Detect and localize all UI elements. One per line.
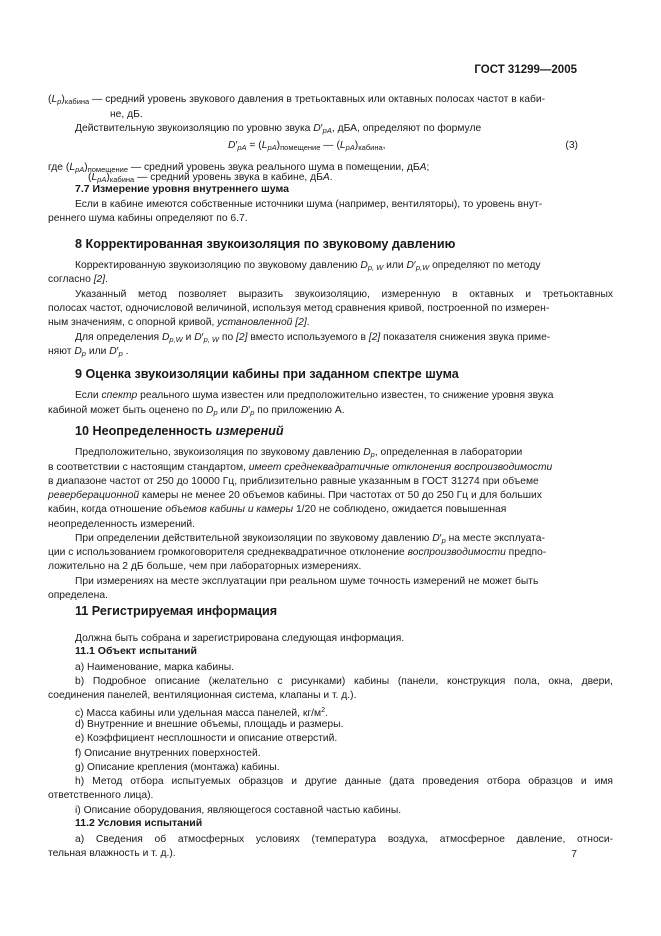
text-line: согласно [2]. xyxy=(48,274,109,285)
text-line: кабин, когда отношение объемов кабины и камеры 1/20 не соблюдено, ожидается повышенная xyxy=(48,504,507,515)
text-line: d) Внутренние и внешние объемы, площадь и размеры. xyxy=(75,719,344,730)
text-line: При измерениях на месте эксплуатации при реальном шуме точность измерений не может быть xyxy=(75,576,539,587)
text-line: кабиной может быть оценено по $D_p$ или $D'_p$ по приложению А. xyxy=(48,405,345,417)
text-line: а) Наименование, марка кабины. xyxy=(75,662,235,673)
text-line: Корректированную звукоизоляцию по звуковому давлению $D_{p, W}$ или $D'_{p,W}$ определяют по методу xyxy=(75,260,541,272)
text-line: Действительную звукоизоляцию по уровню звука $D'_{pA}$, дБА, определяют по формуле xyxy=(75,123,482,135)
subsection-heading: 11.2 Условия испытаний xyxy=(75,817,203,829)
text-line: При определении действительной звукоизоляции по звуковому давлению $D'_p$ на месте эксплуата- xyxy=(75,533,545,545)
text-line: Предположительно, звукоизоляция по звуковому давлению $D_p$, определенная в лаборатории xyxy=(75,447,523,459)
text-line: h) Метод отбора испытуемых образцов и другие данные (дата проведения отбора образцов и имя xyxy=(75,776,613,787)
text-line: $(L_p)_{кабина}$ — средний уровень звукового давления в третьоктавных или октавных полосах частот в каби- xyxy=(48,94,546,106)
text-line: тельная влажность и т. д.). xyxy=(48,848,176,859)
text-line: полосах частот, одночисловой величиной, используя метод сравнения кривой, построенной по измерен- xyxy=(48,303,550,314)
text-line: не, дБ. xyxy=(110,109,143,120)
text-line: f) Описание внутренних поверхностей. xyxy=(75,748,261,759)
text-line: неопределенность измерений. xyxy=(48,519,196,530)
section-heading: 11 Регистрируемая информация xyxy=(75,604,278,618)
formula-number: (3) xyxy=(565,140,578,151)
section-heading: 10 Неопределенность измерений xyxy=(75,424,284,438)
text-line: ции с использованием громкоговорителя среднеквадратичное отклонение воспроизводимости предпо- xyxy=(48,547,547,558)
text-line: в соответствии с настоящим стандартом, имеет среднеквадратичные отклонения воспроизводимости xyxy=(48,462,553,473)
subsection-heading: 7.7 Измерение уровня внутреннего шума xyxy=(75,183,289,195)
text-line: c) Масса кабины или удельная масса панелей, $кг/м^2$. xyxy=(75,707,328,719)
section-heading: 9 Оценка звукоизоляции кабины при заданном спектре шума xyxy=(75,367,459,381)
text-line: ложительно на 2 дБ больше, чем при лабораторных измерениях. xyxy=(48,561,362,572)
text-line: $(L_{pA})_{кабина}$ — средний уровень звука в кабине, дБA. xyxy=(88,172,333,184)
text-line: ным значениям, с опорной кривой, установленной [2]. xyxy=(48,317,310,328)
text-line: g) Описание крепления (монтажа) кабины. xyxy=(75,762,280,773)
text-line: няют $D_p$ или $D'_p$ . xyxy=(48,346,129,358)
text-line: а) Сведения об атмосферных условиях (температура воздуха, атмосферное давление, относи- xyxy=(75,834,613,845)
text-line: Указанный метод позволяет выразить звукоизоляцию, измеренную в октавных и третьоктавных xyxy=(75,289,613,300)
page-number: 7 xyxy=(571,849,577,860)
text-line: реннего шума кабины определяют по 6.7. xyxy=(48,213,248,224)
text-line: i) Описание оборудования, являющегося составной частью кабины. xyxy=(75,805,402,816)
text-line: где $(L_{pA})_{помещение}$ — средний уровень звука реального шума в помещении, дБA; xyxy=(48,162,430,174)
text-line: в диапазоне частот от 250 до 10000 Гц, приблизительно равные указанным в ГОСТ 31274 при объеме xyxy=(48,476,539,487)
section-heading: 8 Корректированная звукоизоляция по звуковому давлению xyxy=(75,237,456,251)
text-line: Должна быть собрана и зарегистрирована следующая информация. xyxy=(75,633,405,644)
text-line: определена. xyxy=(48,590,108,601)
text-line: соединения панелей, вентиляционная система, клапаны и т. д.). xyxy=(48,690,357,701)
text-line: Если в кабине имеются собственные источники шума (например, вентиляторы), то уровень внут- xyxy=(75,199,543,210)
standard-header: ГОСТ 31299—2005 xyxy=(474,64,577,76)
formula-3: $D'_{pA} = (L_{pA})_{помещение}$ — $(L_{pA})_{кабина}$, xyxy=(228,140,386,152)
text-line: реверберационной камеры не менее 20 объемов кабины. При частотах от 50 до 250 Гц и для больших xyxy=(48,490,542,501)
text-line: е) Коэффициент несплошности и описание отверстий. xyxy=(75,733,338,744)
text-line: b) Подробное описание (желательно с рисунками) кабины (панели, конструкция пола, окна, двери, xyxy=(75,676,613,687)
text-line: Для определения $D_{p,W}$ и $D'_{p, W}$ по [2] вместо используемого в [2] показателя снижения звука приме- xyxy=(75,332,551,344)
text-line: Если спектр реального шума известен или предположительно известен, то снижение уровня звука xyxy=(75,390,554,401)
subsection-heading: 11.1 Объект испытаний xyxy=(75,645,197,657)
text-line: ответственного лица). xyxy=(48,790,154,801)
